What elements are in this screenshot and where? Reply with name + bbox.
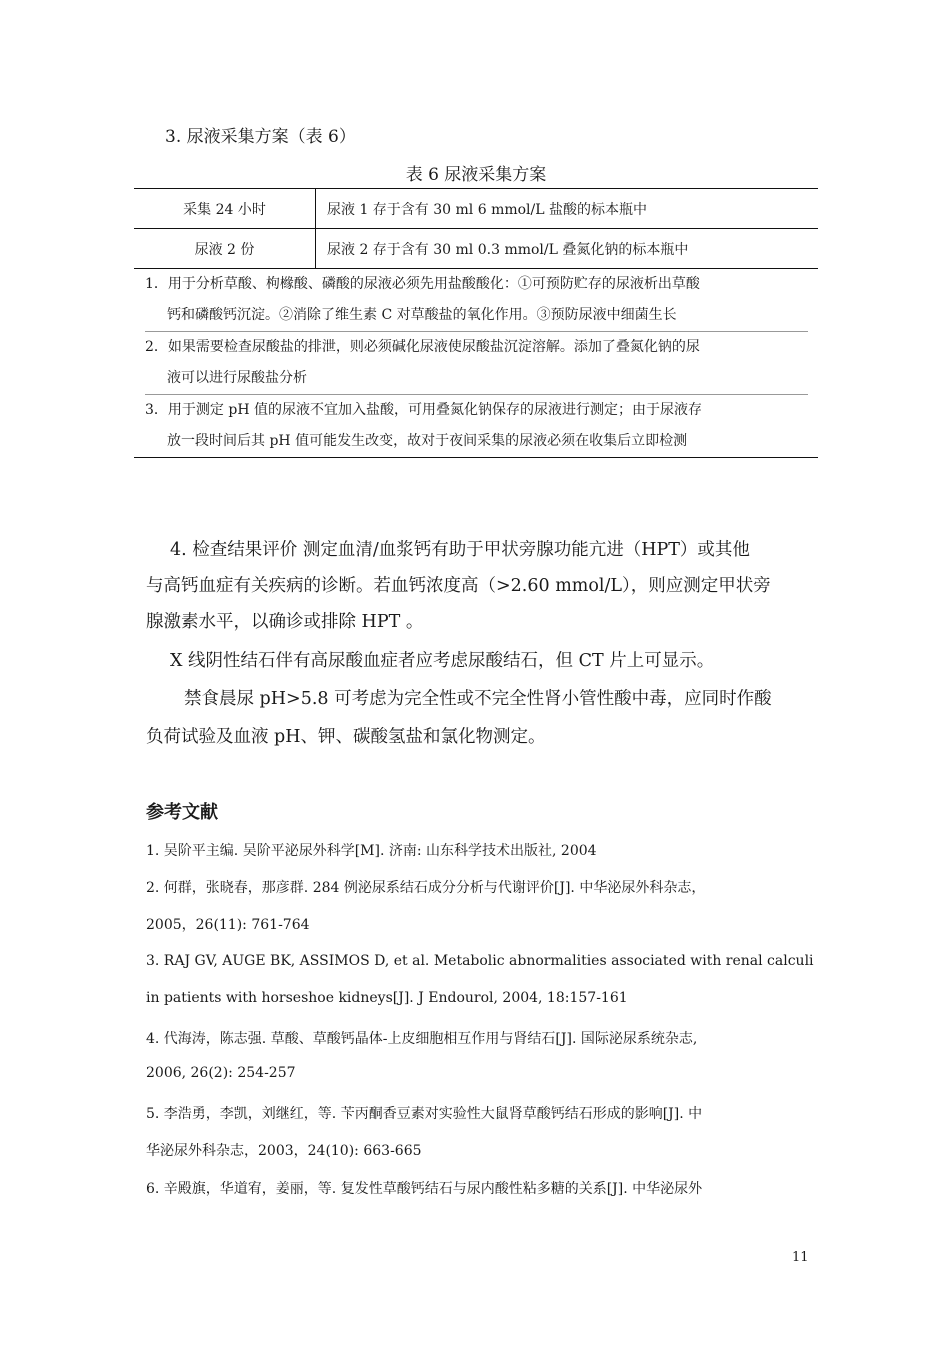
note-line: 液可以进行尿酸盐分析	[167, 370, 307, 386]
paragraph-line: 腺激素水平，以确诊或排除 HPT 。	[146, 612, 424, 632]
note-line: 放一段时间后其 pH 值可能发生改变，故对于夜间采集的尿液必须在收集后立即检测	[167, 433, 688, 449]
reference-line: in patients with horseshoe kidneys[J]. J Endourol, 2004, 18:157-161	[146, 990, 628, 1006]
table-cell: 采集 24 小时	[134, 189, 316, 228]
reference-line: 华泌尿外科杂志，2003，24(10): 663-665	[146, 1143, 422, 1159]
paragraph-line: 禁食晨尿 pH>5.8 可考虑为完全性或不完全性肾小管性酸中毒，应同时作酸	[184, 689, 772, 709]
table-note	[145, 395, 808, 457]
reference-line: 2006, 26(2): 254-257	[146, 1065, 296, 1081]
table-cell: 尿液 1 存于含有 30 ml 6 mmol/L 盐酸的标本瓶中	[327, 201, 648, 218]
section-3-title: 3. 尿液采集方案（表 6）	[165, 127, 356, 147]
reference-line: 3. RAJ GV, AUGE BK, ASSIMOS D, et al. Metabolic abnormalities associated with renal calculi	[146, 953, 814, 969]
table-notes	[134, 269, 818, 457]
table-caption: 表 6 尿液采集方案	[405, 165, 547, 185]
reference-line: 2005，26(11): 761-764	[146, 917, 310, 933]
table-row	[134, 229, 818, 269]
paragraph-line: 负荷试验及血液 pH、钾、碳酸氢盐和氯化物测定。	[146, 727, 546, 747]
table-row	[134, 189, 818, 229]
table-cell: 尿液 2 存于含有 30 ml 0.3 mmol/L 叠氮化钠的标本瓶中	[327, 241, 689, 258]
paragraph-line: 与高钙血症有关疾病的诊断。若血钙浓度高（>2.60 mmol/L），则应测定甲状旁	[146, 576, 771, 596]
note-line: 2．如果需要检查尿酸盐的排泄，则必须碱化尿液使尿酸盐沉淀溶解。添加了叠氮化钠的尿	[145, 339, 700, 355]
reference-line: 6. 辛殿旗，华道宥，姜丽，等. 复发性草酸钙结石与尿内酸性粘多糖的关系[J]. 中华泌尿外	[146, 1181, 703, 1197]
urine-collection-table	[134, 188, 818, 458]
note-line: 1．用于分析草酸、枸橼酸、磷酸的尿液必须先用盐酸酸化：①可预防贮存的尿液析出草酸	[145, 276, 700, 292]
references-heading: 参考文献	[146, 802, 218, 823]
note-line: 钙和磷酸钙沉淀。②消除了维生素 C 对草酸盐的氧化作用。③预防尿液中细菌生长	[167, 307, 677, 323]
paragraph-line: 4. 检查结果评价 测定血清/血浆钙有助于甲状旁腺功能亢进（HPT）或其他	[170, 540, 750, 560]
paragraph-line: X 线阴性结石伴有高尿酸血症者应考虑尿酸结石，但 CT 片上可显示。	[170, 651, 715, 671]
table-note	[145, 332, 808, 395]
reference-line: 2. 何群，张晓春，那彦群. 284 例泌尿系结石成分分析与代谢评价[J]. 中华泌尿外科杂志，	[146, 880, 706, 896]
table-note	[145, 269, 808, 332]
reference-line: 1. 吴阶平主编. 吴阶平泌尿外科学[M]. 济南: 山东科学技术出版社, 2004	[146, 843, 597, 859]
note-line: 3．用于测定 pH 值的尿液不宜加入盐酸，可用叠氮化钠保存的尿液进行测定；由于尿液存	[145, 402, 702, 418]
page-number: 11	[792, 1250, 809, 1265]
reference-line: 5. 李浩勇，李凯，刘继红，等. 苄丙酮香豆素对实验性大鼠肾草酸钙结石形成的影响[J]. 中	[146, 1106, 703, 1122]
table-cell: 尿液 2 份	[134, 229, 316, 268]
reference-line: 4. 代海涛，陈志强. 草酸、草酸钙晶体-上皮细胞相互作用与肾结石[J]. 国际泌尿系统杂志,	[146, 1031, 698, 1047]
